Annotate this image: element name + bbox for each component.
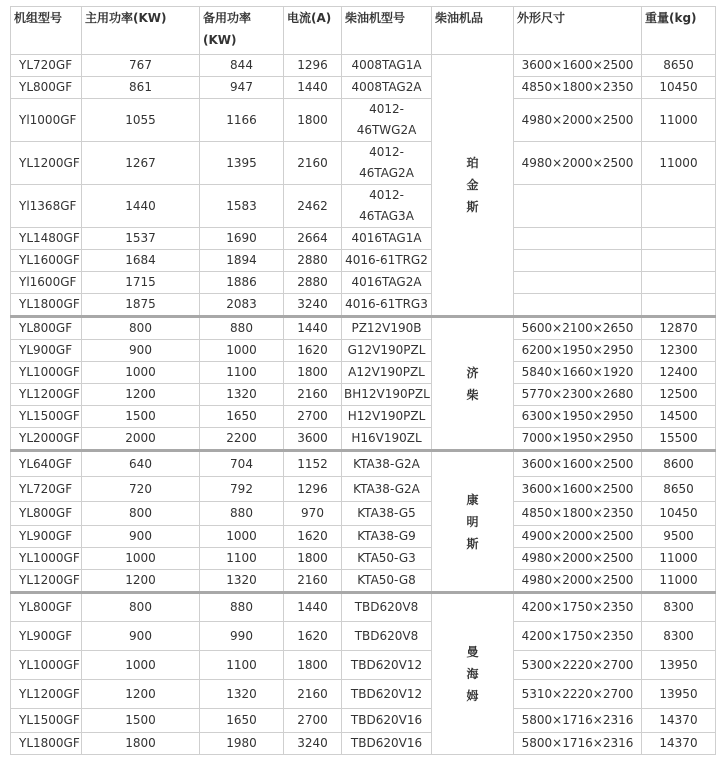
cell-current: 2664: [284, 228, 342, 250]
cell-engine-model: TBD620V8: [342, 593, 432, 622]
table-row: [11, 272, 716, 294]
cell-prime-power: 1684: [82, 250, 200, 272]
cell-weight: 11000: [642, 142, 716, 185]
table-row: [11, 651, 716, 680]
cell-weight: 12300: [642, 340, 716, 362]
cell-model: Yl1600GF: [11, 272, 82, 294]
cell-model: YL800GF: [11, 317, 82, 340]
engine-brand-char: 康: [466, 492, 479, 507]
cell-engine-model: KTA50-G3: [342, 548, 432, 570]
engine-brand-char: 曼: [466, 645, 479, 659]
cell-engine-model: TBD620V16: [342, 733, 432, 755]
cell-weight: 8300: [642, 622, 716, 651]
cell-prime-power: 800: [82, 593, 200, 622]
cell-engine-model: 4012-46TAG2A: [342, 142, 432, 185]
cell-engine-model: G12V190PZL: [342, 340, 432, 362]
cell-current: 1152: [284, 451, 342, 477]
cell-standby-power: 1650: [200, 406, 284, 428]
cell-current: 2880: [284, 272, 342, 294]
cell-engine-brand: [432, 451, 514, 593]
cell-dimensions: [514, 228, 642, 250]
header-standby-power: 备用功率(KW): [200, 7, 284, 55]
cell-engine-model: KTA38-G2A: [342, 451, 432, 477]
header-engine-model: 柴油机型号: [342, 7, 432, 55]
cell-model: YL1200GF: [11, 384, 82, 406]
cell-current: 2700: [284, 709, 342, 733]
cell-dimensions: 4200×1750×2350: [514, 593, 642, 622]
cell-current: 1296: [284, 55, 342, 77]
cell-engine-model: KTA50-G8: [342, 570, 432, 593]
cell-dimensions: 4980×2000×2500: [514, 548, 642, 570]
table-row: [11, 593, 716, 622]
cell-prime-power: 861: [82, 77, 200, 99]
cell-dimensions: 4850×1800×2350: [514, 502, 642, 526]
cell-weight: 13950: [642, 651, 716, 680]
cell-current: 1800: [284, 362, 342, 384]
cell-dimensions: 5300×2220×2700: [514, 651, 642, 680]
cell-dimensions: 3600×1600×2500: [514, 55, 642, 77]
cell-weight: 15500: [642, 428, 716, 451]
table-row: [11, 428, 716, 451]
cell-prime-power: 1440: [82, 185, 200, 228]
cell-weight: [642, 228, 716, 250]
cell-weight: 14370: [642, 709, 716, 733]
cell-dimensions: [514, 272, 642, 294]
cell-dimensions: 4980×2000×2500: [514, 570, 642, 593]
cell-standby-power: 947: [200, 77, 284, 99]
table-row: [11, 622, 716, 651]
cell-model: YL1600GF: [11, 250, 82, 272]
cell-prime-power: 1055: [82, 99, 200, 142]
cell-model: YL900GF: [11, 340, 82, 362]
table-row: [11, 451, 716, 477]
cell-model: YL1800GF: [11, 733, 82, 755]
cell-current: 1440: [284, 317, 342, 340]
cell-prime-power: 1000: [82, 362, 200, 384]
cell-current: 1800: [284, 548, 342, 570]
cell-standby-power: 1395: [200, 142, 284, 185]
cell-engine-model: KTA38-G5: [342, 502, 432, 526]
cell-prime-power: 800: [82, 317, 200, 340]
cell-weight: 13950: [642, 680, 716, 709]
cell-dimensions: [514, 250, 642, 272]
cell-standby-power: 990: [200, 622, 284, 651]
engine-brand-char: 柴: [466, 387, 479, 402]
cell-dimensions: 6200×1950×2950: [514, 340, 642, 362]
cell-engine-model: 4016TAG2A: [342, 272, 432, 294]
cell-model: YL1500GF: [11, 406, 82, 428]
cell-model: YL720GF: [11, 477, 82, 502]
cell-prime-power: 1875: [82, 294, 200, 317]
cell-weight: 8300: [642, 593, 716, 622]
cell-weight: 8650: [642, 55, 716, 77]
cell-model: Yl1000GF: [11, 99, 82, 142]
cell-engine-brand: [432, 55, 514, 317]
cell-model: YL1480GF: [11, 228, 82, 250]
cell-dimensions: [514, 185, 642, 228]
engine-brand-char: 斯: [466, 200, 479, 214]
cell-standby-power: 1000: [200, 526, 284, 548]
cell-current: 2160: [284, 142, 342, 185]
cell-current: 2160: [284, 680, 342, 709]
cell-engine-model: H12V190PZL: [342, 406, 432, 428]
engine-brand-char: 海: [466, 667, 479, 681]
cell-dimensions: 5600×2100×2650: [514, 317, 642, 340]
table-row: [11, 250, 716, 272]
cell-dimensions: 5310×2220×2700: [514, 680, 642, 709]
cell-prime-power: 1537: [82, 228, 200, 250]
cell-weight: [642, 250, 716, 272]
cell-engine-brand: [432, 593, 514, 755]
cell-prime-power: 1200: [82, 680, 200, 709]
cell-current: 1620: [284, 340, 342, 362]
header-current: 电流(A): [284, 7, 342, 55]
header-prime-power: 主用功率(KW): [82, 7, 200, 55]
cell-prime-power: 640: [82, 451, 200, 477]
cell-model: YL1800GF: [11, 294, 82, 317]
cell-standby-power: 1583: [200, 185, 284, 228]
table-row: [11, 294, 716, 317]
cell-current: 1800: [284, 99, 342, 142]
cell-standby-power: 792: [200, 477, 284, 502]
engine-brand-char: 济: [466, 365, 479, 380]
table-row: [11, 548, 716, 570]
table-row: [11, 406, 716, 428]
cell-engine-model: 4016-61TRG3: [342, 294, 432, 317]
engine-brand-char: 明: [466, 514, 479, 529]
cell-engine-model: KTA38-G2A: [342, 477, 432, 502]
cell-engine-model: BH12V190PZL: [342, 384, 432, 406]
cell-standby-power: 1100: [200, 548, 284, 570]
cell-prime-power: 1500: [82, 709, 200, 733]
cell-weight: 12500: [642, 384, 716, 406]
cell-prime-power: 720: [82, 477, 200, 502]
cell-engine-model: PZ12V190B: [342, 317, 432, 340]
header-row: [11, 7, 716, 55]
cell-standby-power: 2200: [200, 428, 284, 451]
cell-engine-model: 4008TAG1A: [342, 55, 432, 77]
cell-standby-power: 2083: [200, 294, 284, 317]
cell-standby-power: 844: [200, 55, 284, 77]
cell-dimensions: 4900×2000×2500: [514, 526, 642, 548]
cell-dimensions: 5840×1660×1920: [514, 362, 642, 384]
cell-prime-power: 1267: [82, 142, 200, 185]
cell-current: 3240: [284, 294, 342, 317]
cell-current: 2700: [284, 406, 342, 428]
cell-prime-power: 1200: [82, 570, 200, 593]
cell-dimensions: 6300×1950×2950: [514, 406, 642, 428]
header-dimensions: 外形尺寸: [514, 7, 642, 55]
cell-model: YL1000GF: [11, 651, 82, 680]
cell-prime-power: 1000: [82, 651, 200, 680]
cell-weight: 11000: [642, 570, 716, 593]
cell-weight: [642, 294, 716, 317]
cell-weight: 12400: [642, 362, 716, 384]
cell-engine-model: TBD620V12: [342, 651, 432, 680]
cell-current: 1440: [284, 593, 342, 622]
cell-dimensions: 4980×2000×2500: [514, 142, 642, 185]
cell-prime-power: 2000: [82, 428, 200, 451]
cell-weight: 9500: [642, 526, 716, 548]
cell-engine-model: A12V190PZL: [342, 362, 432, 384]
cell-model: YL800GF: [11, 502, 82, 526]
cell-dimensions: 5800×1716×2316: [514, 709, 642, 733]
cell-engine-model: 4016TAG1A: [342, 228, 432, 250]
cell-standby-power: 1894: [200, 250, 284, 272]
cell-engine-model: 4008TAG2A: [342, 77, 432, 99]
cell-prime-power: 1500: [82, 406, 200, 428]
cell-current: 1620: [284, 526, 342, 548]
cell-model: YL1000GF: [11, 362, 82, 384]
cell-dimensions: 3600×1600×2500: [514, 451, 642, 477]
cell-current: 3600: [284, 428, 342, 451]
cell-engine-model: TBD620V12: [342, 680, 432, 709]
table-row: [11, 362, 716, 384]
cell-standby-power: 1650: [200, 709, 284, 733]
cell-prime-power: 1000: [82, 548, 200, 570]
cell-weight: 8650: [642, 477, 716, 502]
cell-standby-power: 880: [200, 593, 284, 622]
cell-standby-power: 704: [200, 451, 284, 477]
engine-brand-char: 姆: [466, 689, 479, 703]
cell-dimensions: 3600×1600×2500: [514, 477, 642, 502]
cell-weight: 10450: [642, 502, 716, 526]
cell-model: YL1200GF: [11, 680, 82, 709]
cell-model: YL1000GF: [11, 548, 82, 570]
cell-weight: 12870: [642, 317, 716, 340]
generator-spec-table: [10, 6, 716, 755]
cell-weight: 8600: [642, 451, 716, 477]
cell-standby-power: 880: [200, 317, 284, 340]
cell-dimensions: 7000×1950×2950: [514, 428, 642, 451]
cell-model: YL900GF: [11, 526, 82, 548]
cell-standby-power: 1100: [200, 651, 284, 680]
cell-prime-power: 1715: [82, 272, 200, 294]
cell-engine-model: 4012-46TWG2A: [342, 99, 432, 142]
cell-weight: 11000: [642, 99, 716, 142]
cell-standby-power: 1886: [200, 272, 284, 294]
table-row: [11, 99, 716, 142]
cell-current: 1620: [284, 622, 342, 651]
table-row: [11, 55, 716, 77]
table-row: [11, 680, 716, 709]
cell-model: YL2000GF: [11, 428, 82, 451]
table-row: [11, 526, 716, 548]
cell-standby-power: 1320: [200, 680, 284, 709]
cell-standby-power: 1166: [200, 99, 284, 142]
cell-engine-brand: [432, 317, 514, 451]
cell-standby-power: 1320: [200, 570, 284, 593]
cell-model: YL1200GF: [11, 570, 82, 593]
header-weight: 重量(kg): [642, 7, 716, 55]
cell-dimensions: 4200×1750×2350: [514, 622, 642, 651]
cell-weight: 14370: [642, 733, 716, 755]
cell-model: YL1200GF: [11, 142, 82, 185]
table-row: [11, 185, 716, 228]
cell-standby-power: 1100: [200, 362, 284, 384]
cell-current: 970: [284, 502, 342, 526]
cell-standby-power: 880: [200, 502, 284, 526]
table-row: [11, 340, 716, 362]
header-model: 机组型号: [11, 7, 82, 55]
cell-current: 1296: [284, 477, 342, 502]
cell-standby-power: 1980: [200, 733, 284, 755]
cell-weight: [642, 185, 716, 228]
cell-dimensions: 4980×2000×2500: [514, 99, 642, 142]
cell-current: 3240: [284, 733, 342, 755]
table-row: [11, 228, 716, 250]
cell-engine-model: TBD620V16: [342, 709, 432, 733]
cell-standby-power: 1320: [200, 384, 284, 406]
cell-prime-power: 1200: [82, 384, 200, 406]
cell-dimensions: 4850×1800×2350: [514, 77, 642, 99]
cell-model: Yl1368GF: [11, 185, 82, 228]
cell-prime-power: 767: [82, 55, 200, 77]
cell-prime-power: 900: [82, 340, 200, 362]
table-row: [11, 502, 716, 526]
table-row: [11, 384, 716, 406]
cell-weight: 10450: [642, 77, 716, 99]
cell-weight: 14500: [642, 406, 716, 428]
cell-engine-model: H16V190ZL: [342, 428, 432, 451]
table-row: [11, 570, 716, 593]
cell-dimensions: 5800×1716×2316: [514, 733, 642, 755]
cell-model: YL1500GF: [11, 709, 82, 733]
cell-current: 1440: [284, 77, 342, 99]
cell-dimensions: [514, 294, 642, 317]
cell-current: 2880: [284, 250, 342, 272]
cell-weight: [642, 272, 716, 294]
cell-model: YL800GF: [11, 77, 82, 99]
cell-current: 2462: [284, 185, 342, 228]
cell-current: 2160: [284, 570, 342, 593]
cell-model: YL640GF: [11, 451, 82, 477]
cell-standby-power: 1690: [200, 228, 284, 250]
table-row: [11, 317, 716, 340]
cell-model: YL720GF: [11, 55, 82, 77]
table-body: [11, 55, 716, 755]
cell-current: 2160: [284, 384, 342, 406]
header-engine-brand: 柴油机品: [432, 7, 514, 55]
engine-brand-char: 珀: [466, 156, 479, 170]
cell-prime-power: 800: [82, 502, 200, 526]
cell-prime-power: 1800: [82, 733, 200, 755]
engine-brand-char: 斯: [466, 536, 479, 551]
table-row: [11, 77, 716, 99]
cell-model: YL900GF: [11, 622, 82, 651]
cell-model: YL800GF: [11, 593, 82, 622]
cell-prime-power: 900: [82, 622, 200, 651]
table-row: [11, 733, 716, 755]
cell-dimensions: 5770×2300×2680: [514, 384, 642, 406]
cell-engine-model: 4012-46TAG3A: [342, 185, 432, 228]
spec-table-container: [10, 6, 715, 755]
cell-weight: 11000: [642, 548, 716, 570]
cell-prime-power: 900: [82, 526, 200, 548]
table-row: [11, 709, 716, 733]
cell-standby-power: 1000: [200, 340, 284, 362]
cell-current: 1800: [284, 651, 342, 680]
cell-engine-model: TBD620V8: [342, 622, 432, 651]
engine-brand-char: 金: [466, 178, 479, 192]
table-row: [11, 142, 716, 185]
cell-engine-model: 4016-61TRG2: [342, 250, 432, 272]
cell-engine-model: KTA38-G9: [342, 526, 432, 548]
table-row: [11, 477, 716, 502]
